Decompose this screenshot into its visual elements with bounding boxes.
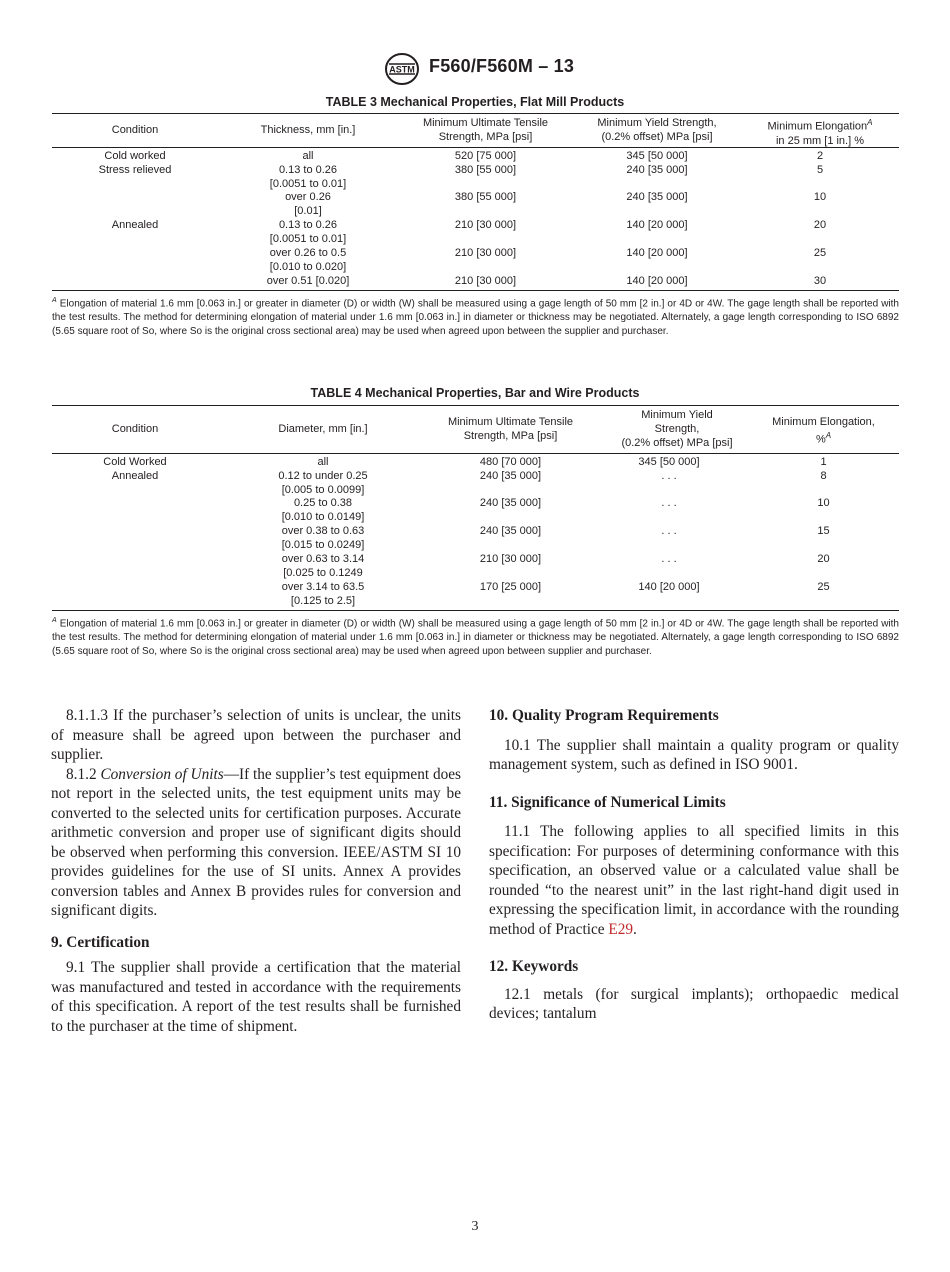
table3-row-tensile: 210 [30 000] <box>454 247 517 259</box>
table4-row-tensile: 170 [25 000] <box>479 581 542 593</box>
paragraph-8-1-2: 8.1.2 Conversion of Units—If the supplier’s test equipment does not report in the selected units, the test equipment units may be converted to the selected units for certification purposes. Accurate arithmetic conversion and proper use of significant digits should be observed when performing this conversion. IEEE/ASTM SI 10 provides guidelines for the use of SI units. Annex A provides conversion tables and Annex B provides rules for conversion and significant digits. <box>51 765 461 919</box>
paragraph-10-1: 10.1 The supplier shall maintain a quality program or quality management system, such as defined in ISO 9001. <box>489 736 899 773</box>
table4-row-diameter: 0.12 to under 0.25 [0.005 to 0.0099] <box>278 470 368 496</box>
table3-row-tensile: 380 [55 000] <box>454 164 517 176</box>
table3-header-thickness: Thickness, mm [in.] <box>260 124 356 136</box>
paragraph-9-1: 9.1 The supplier shall provide a certification that the material was manufactured and tested in accordance with the requirements of this specification. A report of the test results shall be furnished to the purchaser at the time of shipment. <box>51 959 461 1035</box>
table3-row-tensile: 520 [75 000] <box>454 150 517 162</box>
table3-title: TABLE 3 Mechanical Properties, Flat Mill Products <box>325 95 625 109</box>
document-designation: F560/F560M – 13 <box>429 56 575 76</box>
table4-row-diameter: over 3.14 to 63.5 [0.125 to 2.5] <box>281 581 365 607</box>
table3-bottom-rule <box>52 290 899 291</box>
table3-row-condition: Stress relieved <box>98 164 172 176</box>
practice-e29-link[interactable]: E29 <box>608 920 634 938</box>
table3-row-thickness: over 0.51 [0.020] <box>266 275 350 287</box>
table4-title: TABLE 4 Mechanical Properties, Bar and Wire Products <box>310 386 640 400</box>
table3-footnote: $^A$ Elongation of material 1.6 mm [0.063 in.] or greater in diameter (D) or width (W) shall be measured using a gage length of 50 mm [2 in.] or 4D or 4W. The gage length shall be reported with the test results. The method for determining elongation of material under 1.6 mm [0.063 in.] in diameter or thickness may be negotiated. Alternately, a gage length corresponding to ISO 6892 (5.65 square root of So, where So is the original cross sectional area) may be used when agreed upon between the supplier and purchaser. <box>52 297 899 338</box>
table4-row-tensile: 240 [35 000] <box>479 497 542 509</box>
left-column <box>51 706 461 1036</box>
table4-row-elongation: 1 <box>820 456 827 468</box>
table4-row-elongation: 15 <box>817 525 830 537</box>
table4-row-elongation: 8 <box>820 470 827 482</box>
table4-row-elongation: 20 <box>817 553 830 565</box>
table4-header-yield: Minimum Yield Strength, (0.2% offset) MPa [psi] <box>621 409 733 449</box>
paragraph-12-1: 12.1 metals (for surgical implants); orthopaedic medical devices; tantalum <box>489 985 899 1022</box>
page-number: 3 <box>471 1219 479 1234</box>
table4-header-elongation: Minimum Elongation, %$^A$ <box>772 416 875 446</box>
section-12-heading: 12. Keywords <box>489 958 579 975</box>
table4-footnote: $^A$ Elongation of material 1.6 mm [0.063 in.] or greater in diameter (D) or width (W) shall be measured using a gage length of 50 mm [2 in.] or 4D or 4W. The gage length shall be reported with the test results. The method for determining elongation of material under 1.6 mm [0.063 in.] in diameter or thickness may be negotiated. Alternately, a gage length corresponding to ISO 6892 (5.65 square root of So, where So is the original cross sectional area) may be used when agreed upon between supplier and purchaser. <box>52 617 899 658</box>
logo-text: ASTM <box>389 64 415 75</box>
table3-row-elongation: 20 <box>813 219 827 231</box>
table3-row-yield: 240 [35 000] <box>626 164 688 176</box>
table4-row-yield: . . . <box>661 497 677 509</box>
table4-row-condition: Annealed <box>111 470 159 482</box>
table4-row-yield: . . . <box>661 525 677 537</box>
table3-row-yield: 240 [35 000] <box>626 191 688 203</box>
table4-header-rule <box>52 453 899 454</box>
table4-row-diameter: all <box>317 456 329 468</box>
table4-header-tensile: Minimum Ultimate Tensile Strength, MPa [psi] <box>447 416 574 442</box>
table4-row-elongation: 25 <box>817 581 830 593</box>
table3-row-yield: 140 [20 000] <box>626 247 688 259</box>
table4-row-diameter: 0.25 to 0.38 [0.010 to 0.0149] <box>281 497 365 523</box>
table3-top-rule <box>52 113 899 114</box>
table3-header-rule <box>52 147 899 148</box>
table3-row-thickness: over 0.26 to 0.5 [0.010 to 0.020] <box>269 247 347 273</box>
table3-row-yield: 140 [20 000] <box>626 219 688 231</box>
table3-header-yield: Minimum Yield Strength, (0.2% offset) MPa [psi] <box>597 117 717 143</box>
table4-row-yield: . . . <box>661 553 677 565</box>
table4-row-tensile: 210 [30 000] <box>479 553 542 565</box>
table3-row-tensile: 380 [55 000] <box>454 191 517 203</box>
section-11-heading: 11. Significance of Numerical Limits <box>489 793 726 811</box>
paragraph-8-1-1-3: 8.1.1.3 If the purchaser’s selection of units is unclear, the units of measure shall be agreed upon between the purchaser and supplier. <box>51 707 461 763</box>
table4-row-yield: 140 [20 000] <box>638 581 700 593</box>
table4-row-yield: 345 [50 000] <box>638 456 700 468</box>
table4-row-diameter: over 0.38 to 0.63 [0.015 to 0.0249] <box>281 525 365 551</box>
table3-row-elongation: 2 <box>816 150 824 162</box>
table4-row-yield: . . . <box>661 470 677 482</box>
table3-row-yield: 345 [50 000] <box>626 150 688 162</box>
table3-row-yield: 140 [20 000] <box>626 275 688 287</box>
table3-row-tensile: 210 [30 000] <box>454 219 517 231</box>
table3-header-condition: Condition <box>111 124 159 136</box>
table4-row-tensile: 240 [35 000] <box>479 470 542 482</box>
table3-header-elongation: Minimum Elongation$^A$ in 25 mm [1 in.] % <box>767 118 873 147</box>
table3-header-tensile: Minimum Ultimate Tensile Strength, MPa [psi] <box>422 117 549 143</box>
table4-row-elongation: 10 <box>817 497 830 509</box>
table4-row-tensile: 480 [70 000] <box>479 456 542 468</box>
table3-row-condition: Annealed <box>111 219 159 231</box>
table3-row-elongation: 10 <box>813 191 827 203</box>
table4-row-diameter: over 0.63 to 3.14 [0.025 to 0.1249 <box>281 553 365 579</box>
astm-logo-icon <box>383 52 421 86</box>
table3-row-elongation: 5 <box>816 164 824 176</box>
table3-row-tensile: 210 [30 000] <box>454 275 517 287</box>
table3-row-thickness: 0.13 to 0.26 [0.0051 to 0.01] <box>269 219 347 245</box>
table3-row-condition: Cold worked <box>104 150 166 162</box>
table3-row-thickness: all <box>302 150 314 162</box>
table3-row-elongation: 25 <box>813 247 827 259</box>
table4-header-diameter: Diameter, mm [in.] <box>278 423 368 435</box>
table4-header-condition: Condition <box>111 423 159 435</box>
table3-row-thickness: 0.13 to 0.26 [0.0051 to 0.01] <box>269 164 347 190</box>
section-9-heading: 9. Certification <box>51 933 150 951</box>
section-10-heading: 10. Quality Program Requirements <box>489 707 719 724</box>
table4-top-rule <box>52 405 899 406</box>
page-header <box>0 52 950 88</box>
table4-row-tensile: 240 [35 000] <box>479 525 542 537</box>
table4-row-condition: Cold Worked <box>103 456 167 468</box>
paragraph-11-1: 11.1 The following applies to all specified limits in this specification: For purposes of determining conformance with this specification, an observed value or a calculated value shall be rounded “to the nearest unit” in the last right-hand digit used in expressing the specification limit, in accordance with the rounding method of Practice E29. <box>489 823 899 938</box>
table4-bottom-rule <box>52 610 899 611</box>
right-column <box>489 706 899 1024</box>
table3-row-thickness: over 0.26 [0.01] <box>285 191 331 217</box>
table3-row-elongation: 30 <box>813 275 827 287</box>
